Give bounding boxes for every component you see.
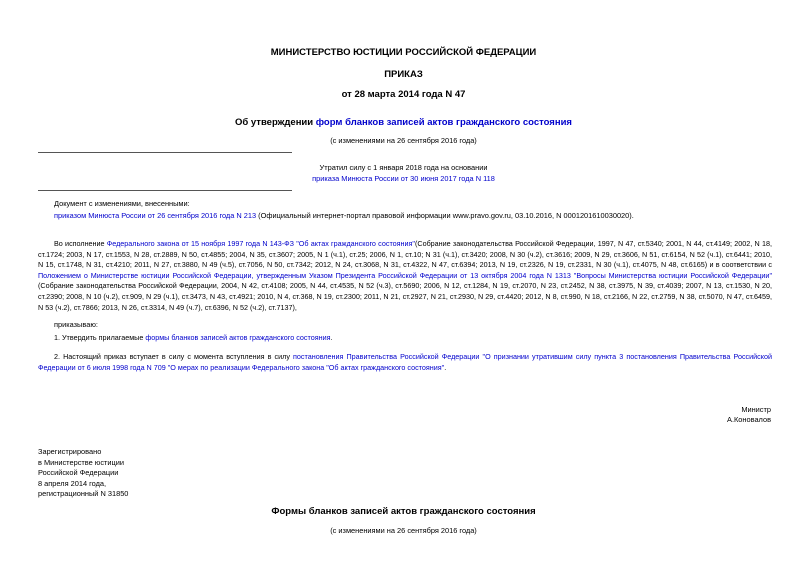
doc-title-prefix: Об утверждении [235,117,316,128]
federal-law-link[interactable]: Федерального закона от 15 ноября 1997 года N 143-ФЗ "Об актах гражданского состояния" [106,239,415,248]
changes-label: Документ с изменениями, внесенными: [54,199,190,208]
ministry-heading: МИНИСТЕРСТВО ЮСТИЦИИ РОССИЙСКОЙ ФЕДЕРАЦИИ [270,47,537,58]
item-2 [38,352,772,373]
divider [38,152,292,153]
changes-rest: (Официальный интернет-портал правовой информации www.pravo.gov.ru, 03.10.2016, N 0001201610030020). [256,211,634,220]
item-1 [38,333,772,344]
forms-title: Формы бланков записей актов гражданского состояния [271,506,536,517]
item-2-text: 2. Настоящий приказ вступает в силу с момента вступления в силу [54,352,294,361]
signature-name: А.Коновалов [727,415,771,424]
lost-force-link[interactable]: приказа Минюста России от 30 июня 2017 года N 118 [312,174,495,183]
order-word: приказываю: [54,320,98,329]
divider [38,190,292,191]
registration-line: в Министерстве юстиции [38,457,125,467]
registration-line: Российской Федерации [38,468,119,477]
ministry-regulation-link[interactable]: Положением о Министерстве юстиции Российской Федерации, утвержденным Указом Президента Российской Федерации от 13 октября 2004 года N 1313 "Вопросы Министерства юстиции Российской Федерации" [38,270,772,280]
registration-line: 8 апреля 2014 года, [38,478,107,488]
preamble-text: (Собрание законодательства Российской Федерации, 2004, N 42, ст.4108; 2005, N 44, ст.4535, N 52 (ч.3), ст.5690; 2006, N 12, ст.1284, N 19, ст.2070, N 23, ст.2452, N 38, ст.3975, N 39, ст.4039; 2007, N 13, ст.1530, N 20, ст.2390; 2008, N 10 (ч.2), ст.909, N 29 (ч.1), ст.3473, N 43, ст.4921; 2010, N 4, ст.368, N 19, ст.2300; 2011, N 21, ст.2927, N 21, ст.2930, N 29, ст.4420; 2012, N 8, ст.990, N 18, ст.2166, N 22, ст.2759, N 38, ст.5070, N 47, ст.6459, N 53 (ч.2), ст.7866; 2013, N 26, ст.3314, N 49 (ч.7), ст.6396, N 52 (ч.2), ст.7137), [38,281,772,312]
item-1-text: 1. Утвердить прилагаемые [54,333,146,342]
registration-block [38,447,128,500]
signature-title: Министр [741,405,771,414]
item-2-text: . [444,362,447,372]
preamble-text: Во исполнение [54,239,107,248]
doc-title [0,117,807,128]
doc-type-heading: ПРИКАЗ [384,69,423,80]
forms-amended-note: (с изменениями на 26 сентября 2016 года) [330,526,477,535]
government-decree-link[interactable]: постановления Правительства Российской Федерации "О признании утратившим силу пункта 3 постановления Правительства Российской Федерации от 6 июля 1998 года N 709 "О мерах по реализации Федерального закона "Об актах гражданского состояния" [38,352,773,372]
item-1-text: . [330,333,333,342]
forms-link[interactable]: формы бланков записей актов гражданского состояния [145,333,331,342]
registration-line: регистрационный N 31850 [38,489,129,498]
lost-force-text: Утратил силу с 1 января 2018 года на основании [319,163,488,172]
changes-line [54,211,774,221]
changes-link[interactable]: приказом Минюста России от 26 сентября 2016 года N 213 [54,211,257,220]
doc-title-link[interactable]: форм бланков записей актов гражданского состояния [315,117,572,128]
preamble-paragraph [38,239,772,313]
doc-date-number: от 28 марта 2014 года N 47 [341,89,466,100]
preamble-text: (Собрание законодательства Российской Федерации, 1997, N 47, ст.5340; 2001, N 44, ст.4149; 2002, N 18, ст.1724; 2003, N 17, ст.1553, N 28, ст.2889, N 50, ст.4855; 2004, N 35, ст.3607; 2005, N 1 (ч.1), ст.25; 2006, N 1, ст.10; N 31 (ч.1), ст.3420; 2008, N 30 (ч.2), ст.3616; 2009, N 29, ст.3606, N 51, ст.6154, N 52 (ч.1), ст.6441; 2010, N 15, ст.1748, N 31, ст.4210; 2011, N 27, ст.3880, N 49 (ч.5), ст.7056, N 50, ст.7342; 2012, N 24, ст.3068, N 31, ст.4322, N 47, ст.6394; 2013, N 19, ст.2326, N 19, ст.2331, N 30 (ч.1), ст.4075, N 48, ст.6165) и в соответствии с [38,239,772,270]
amended-note: (с изменениями на 26 сентября 2016 года) [330,136,477,145]
registration-line: Зарегистрировано [38,447,102,456]
